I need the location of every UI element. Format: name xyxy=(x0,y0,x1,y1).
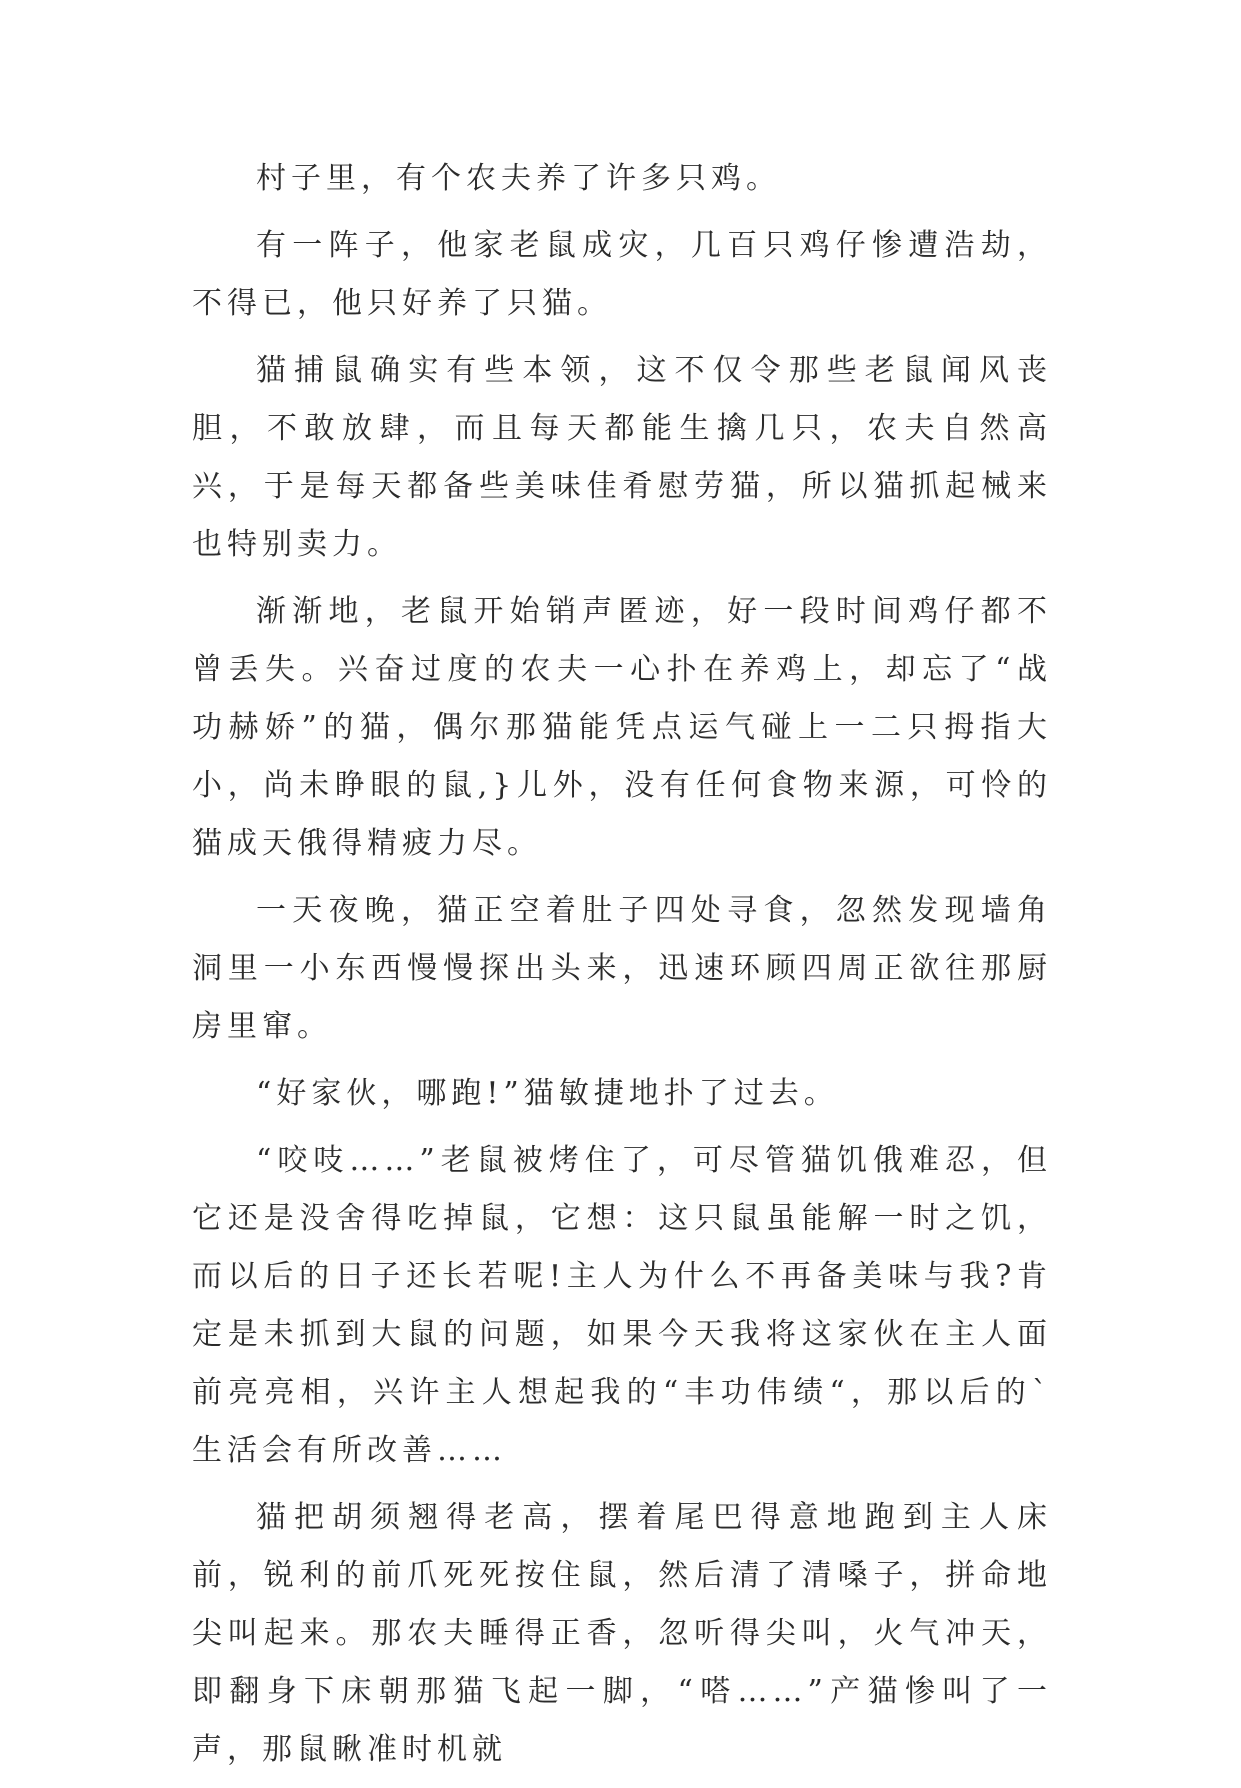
paragraph-3: 猫捕鼠确实有些本领，这不仅令那些老鼠闻风丧胆，不敢放肆，而且每天都能生擒几只，农夫自然高兴，于是每天都备些美味佳肴慰劳猫，所以猫抓起械来也特别卖力。 xyxy=(192,353,1052,562)
paragraph-1: 村子里，有个农夫养了许多只鸡。 xyxy=(256,161,781,196)
story-text xyxy=(192,150,1052,1788)
paragraph-2: 有一阵子，他家老鼠成灾，几百只鸡仔惨遭浩劫，不得已，他只好养了只猫。 xyxy=(192,228,1052,321)
paragraph-4: 渐渐地，老鼠开始销声匿迹，好一段时间鸡仔都不曾丢失。兴奋过度的农夫一心扑在养鸡上，却忘了“战功赫娇”的猫，偶尔那猫能凭点运气碰上一二只拇指大小，尚未睁眼的鼠,}儿外，没有任何食物来源，可怜的猫成天俄得精疲力尽。 xyxy=(192,594,1052,861)
paragraph-7: “咬吱……”老鼠被烤住了，可尽管猫饥俄难忍，但它还是没舍得吃掉鼠，它想：这只鼠虽能解一时之饥，而以后的日子还长若呢!主人为什么不再备美味与我?肯定是未抓到大鼠的问题，如果今天我将这家伙在主人面前亮亮相，兴许主人想起我的“丰功伟绩“，那以后的`生活会有所改善…… xyxy=(192,1143,1052,1468)
paragraph-5: 一天夜晚，猫正空着肚子四处寻食，忽然发现墙角洞里一小东西慢慢探出头来，迅速环顾四周正欲往那厨房里窜。 xyxy=(192,893,1052,1044)
paragraph-6: “好家伙，哪跑!”猫敏捷地扑了过去。 xyxy=(256,1076,839,1111)
paragraph-8: 猫把胡须翘得老高，摆着尾巴得意地跑到主人床前，锐利的前爪死死按住鼠，然后清了清嗓子，拼命地尖叫起来。那农夫睡得正香，忽听得尖叫，火气冲天，即翻身下床朝那猫飞起一脚，“嗒……”产猫惨叫了一声，那鼠瞅准时机就 xyxy=(192,1500,1052,1767)
